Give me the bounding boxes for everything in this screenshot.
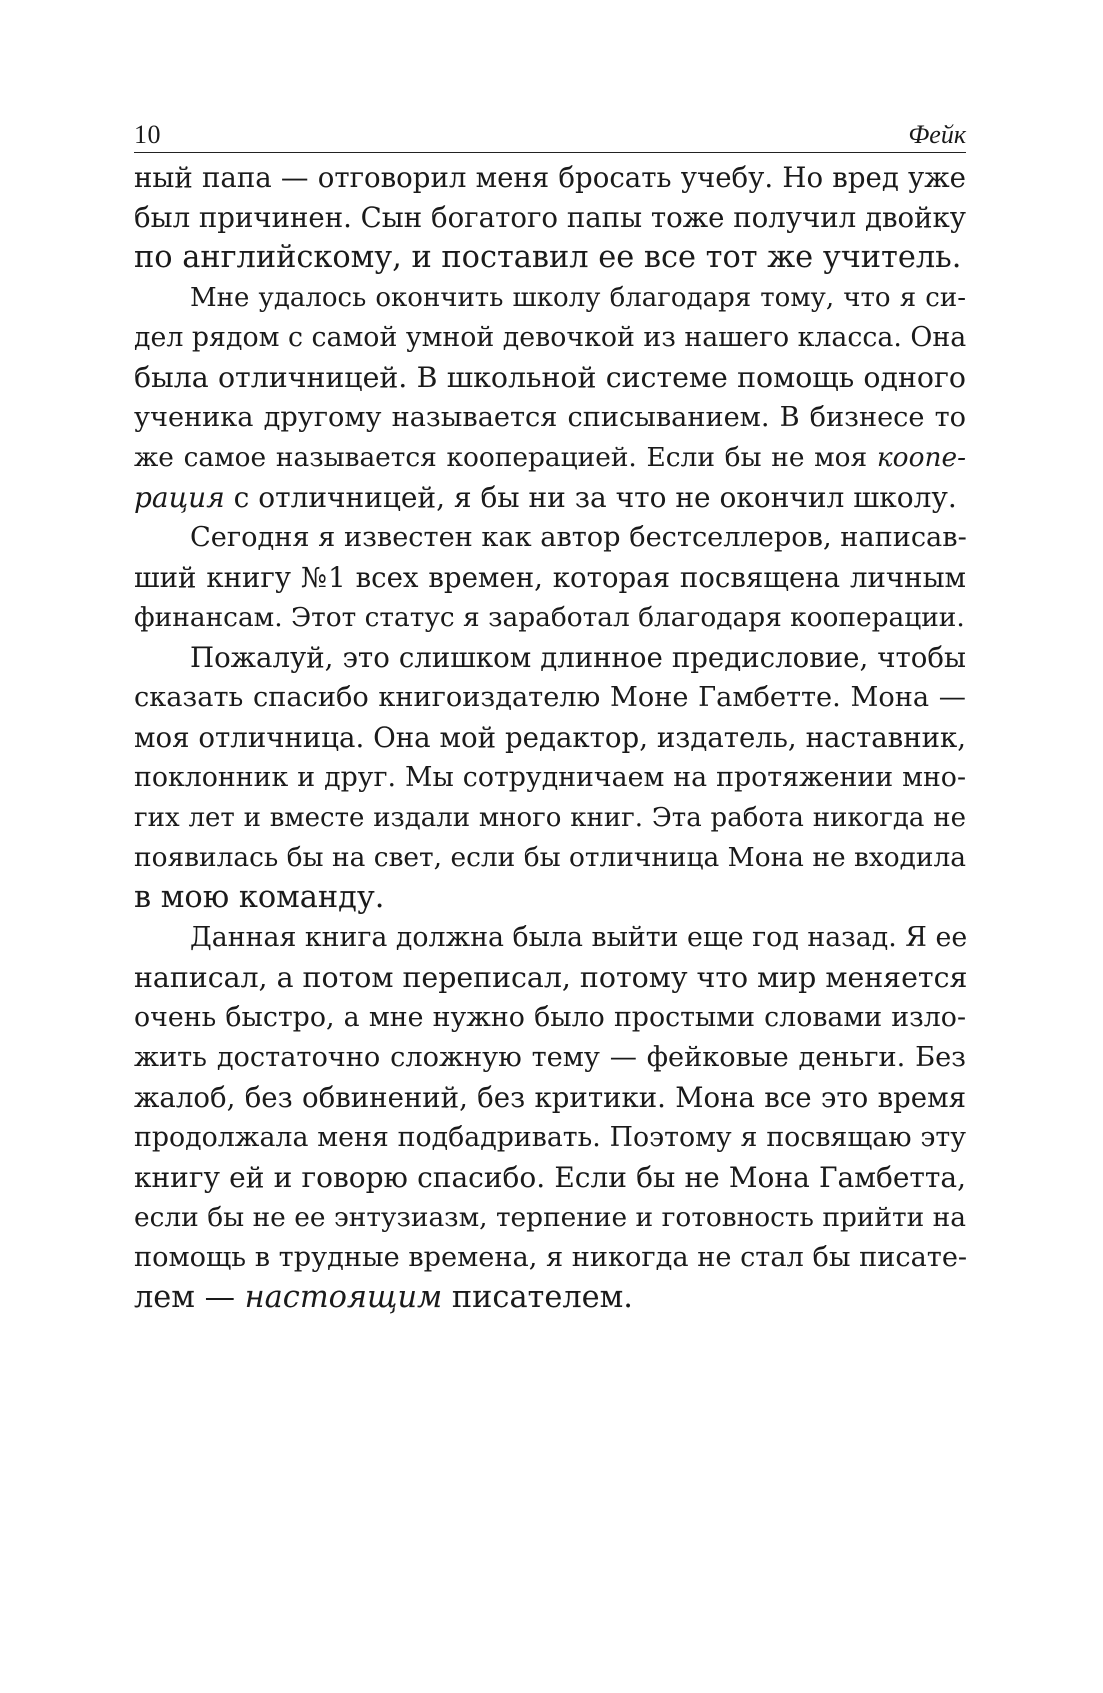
running-head [134,118,966,153]
text-line: финансам. Этот статус я заработал благодаря кооперации. [134,602,965,633]
running-title: Фейк [908,120,966,149]
text-line: если бы не ее энтузиазм, терпение и готовность прийти на [134,1202,966,1233]
italic-word: рация [134,481,225,514]
text-line: моя отличница. Она мой редактор, издатель, наставник, [134,721,966,754]
text-line: сказать спасибо книгоиздателю Моне Гамбетте. Мона — [134,682,966,713]
text-line: ший книгу №1 всех времен, которая посвящена личным [134,561,966,594]
text-line: очень быстро, а мне нужно было простыми словами изло- [134,1002,966,1033]
text-line: помощь в трудные времена, я никогда не стал бы писате- [134,1242,968,1273]
text-line: лем — настоящим писателем. [134,1280,633,1315]
text-line: гих лет и вместе издали много книг. Эта работа никогда не [134,803,966,833]
text-line: была отличницей. В школьной системе помощь одного [134,361,966,394]
body-text [134,158,966,1318]
text-line: ученика другому называется списыванием. В бизнесе то [134,402,966,433]
text-line: рация с отличницей, я бы ни за что не окончил школу. [134,481,957,514]
text-line: ный папа — отговорил меня бросать учебу. Но вред уже [134,161,966,194]
book-page [134,118,966,1318]
text-line: Пожалуй, это слишком длинное предисловие, чтобы [190,641,966,674]
text-line: поклонник и друг. Мы сотрудничаем на протяжении мно- [134,762,966,793]
text-line: дел рядом с самой умной девочкой из нашего класса. Она [134,322,967,353]
text-line: же самое называется кооперацией. Если бы не моя коопе- [134,442,966,473]
italic-word: настоящим [244,1280,443,1315]
text-line: жалоб, без обвинений, без критики. Мона все это время [134,1081,966,1114]
text-line: был причинен. Сын богатого папы тоже получил двойку [134,201,966,234]
text-line: продолжала меня подбадривать. Поэтому я посвящаю эту [134,1122,966,1153]
text-line: написал, а потом переписал, потому что мир меняется [134,961,968,994]
text-line: по английскому, и поставил ее все тот же учитель. [134,240,962,275]
text-line: Сегодня я известен как автор бестселлеров, написав- [190,522,967,553]
text-line: Данная книга должна была выйти еще год назад. Я ее [190,922,968,953]
italic-word: коопе- [876,442,966,473]
text-line: Мне удалось окончить школу благодаря тому, что я си- [190,283,966,313]
text-line: в мою команду. [134,880,385,915]
page-number: 10 [134,120,161,149]
text-line: книгу ей и говорю спасибо. Если бы не Мона Гамбетта, [134,1161,966,1194]
text-line: появилась бы на свет, если бы отличница Мона не входила [134,842,966,873]
text-line: жить достаточно сложную тему — фейковые деньги. Без [134,1042,966,1073]
